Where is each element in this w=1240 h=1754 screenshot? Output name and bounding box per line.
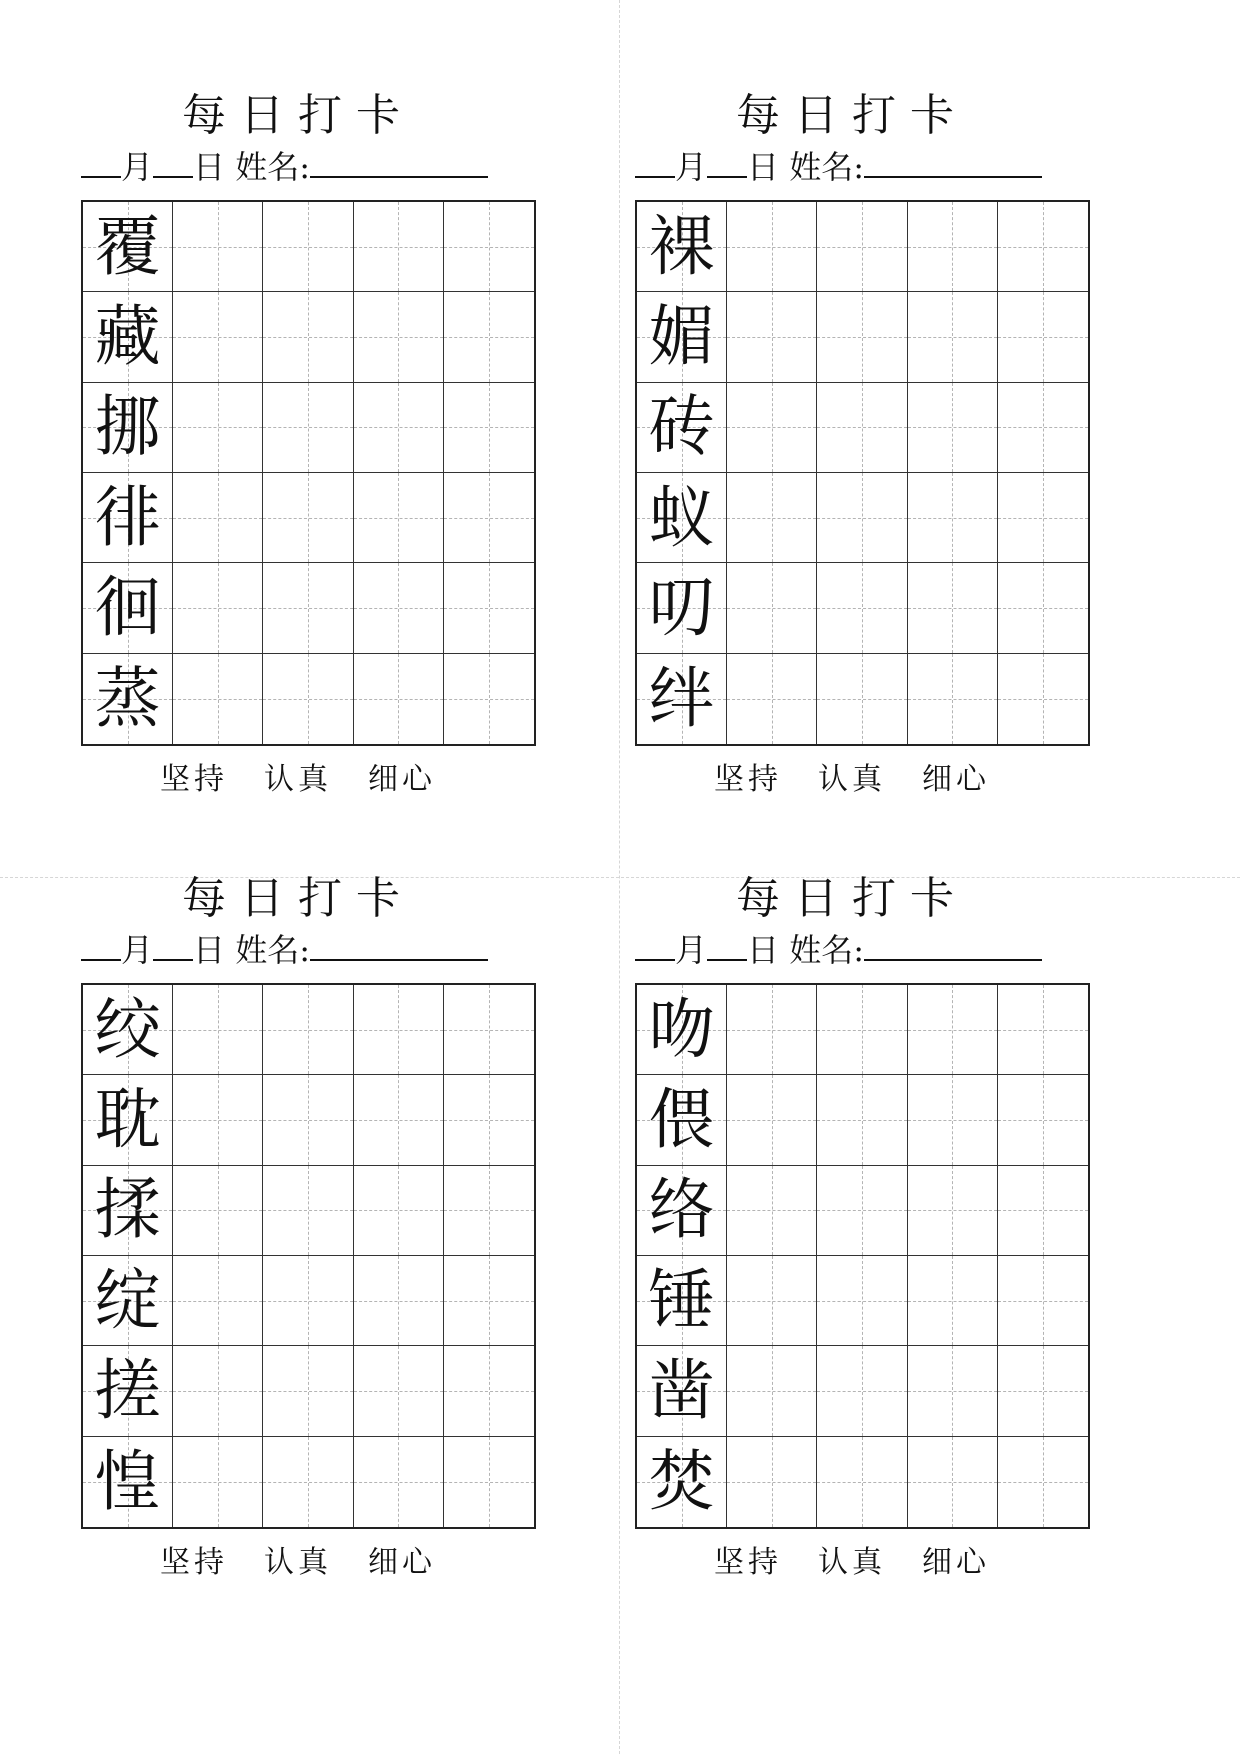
practice-cell[interactable] — [173, 654, 263, 744]
practice-cell[interactable] — [354, 985, 444, 1075]
motto-attentive: 细心 — [922, 1545, 990, 1580]
practice-cell[interactable] — [998, 1166, 1088, 1256]
model-character: 凿 — [648, 1351, 715, 1429]
date-name-line — [635, 927, 1085, 971]
date-name-line — [635, 144, 1085, 188]
model-character-cell — [637, 202, 727, 292]
practice-cell[interactable] — [998, 1075, 1088, 1165]
practice-cell[interactable] — [444, 1075, 534, 1165]
model-character-cell — [83, 1166, 173, 1256]
practice-cell[interactable] — [444, 202, 534, 292]
motto-footer — [63, 1543, 533, 1583]
day-label: 日 — [193, 931, 226, 969]
practice-cell[interactable] — [173, 1075, 263, 1165]
name-label: 姓名: — [235, 148, 310, 186]
practice-cell[interactable] — [354, 654, 444, 744]
day-blank[interactable] — [153, 144, 193, 178]
month-label: 月 — [675, 148, 708, 186]
practice-cell[interactable] — [998, 1256, 1088, 1346]
card-title: 每日打卡 — [736, 90, 968, 141]
practice-cell[interactable] — [444, 473, 534, 563]
practice-cell[interactable] — [727, 202, 817, 292]
model-character-cell — [83, 1437, 173, 1527]
practice-cell[interactable] — [817, 1437, 907, 1527]
practice-cell[interactable] — [173, 1437, 263, 1527]
practice-cell[interactable] — [263, 292, 353, 382]
day-label: 日 — [747, 931, 780, 969]
motto-attentive: 细心 — [368, 762, 436, 797]
name-blank[interactable] — [864, 144, 1042, 178]
practice-cell[interactable] — [173, 1166, 263, 1256]
motto-persist: 坚持 — [714, 1545, 782, 1580]
practice-cell[interactable] — [908, 473, 998, 563]
practice-cell[interactable] — [908, 202, 998, 292]
card-title: 每日打卡 — [736, 873, 968, 924]
model-character: 覆 — [94, 207, 161, 285]
month-label: 月 — [121, 931, 154, 969]
model-character: 绊 — [648, 659, 715, 737]
practice-cell[interactable] — [263, 1437, 353, 1527]
name-blank[interactable] — [864, 927, 1042, 961]
practice-cell[interactable] — [727, 1256, 817, 1346]
practice-cell[interactable] — [263, 473, 353, 563]
model-character-cell — [83, 473, 173, 563]
practice-cell[interactable] — [263, 654, 353, 744]
model-character: 媚 — [648, 297, 715, 375]
practice-card-3 — [63, 783, 533, 1583]
motto-attentive: 细心 — [368, 1545, 436, 1580]
model-character: 搓 — [94, 1351, 161, 1429]
practice-cell[interactable] — [354, 292, 444, 382]
practice-cell[interactable] — [998, 985, 1088, 1075]
practice-cell[interactable] — [263, 1346, 353, 1436]
practice-cell[interactable] — [727, 654, 817, 744]
motto-persist: 坚持 — [160, 1545, 228, 1580]
name-label: 姓名: — [235, 931, 310, 969]
date-name-line — [81, 144, 531, 188]
practice-cell[interactable] — [817, 1166, 907, 1256]
model-character-cell — [637, 1437, 727, 1527]
practice-cell[interactable] — [354, 1166, 444, 1256]
model-character: 绞 — [94, 990, 161, 1068]
practice-cell[interactable] — [263, 1075, 353, 1165]
motto-careful: 认真 — [818, 762, 886, 797]
practice-cell[interactable] — [908, 1437, 998, 1527]
practice-cell[interactable] — [817, 1256, 907, 1346]
day-blank[interactable] — [707, 927, 747, 961]
practice-cell[interactable] — [444, 383, 534, 473]
practice-cell[interactable] — [727, 1166, 817, 1256]
practice-cell[interactable] — [998, 563, 1088, 653]
practice-cell[interactable] — [817, 292, 907, 382]
model-character: 锤 — [648, 1261, 715, 1339]
practice-cell[interactable] — [998, 654, 1088, 744]
model-character-cell — [637, 1256, 727, 1346]
model-character-cell — [83, 985, 173, 1075]
model-character-cell — [83, 1256, 173, 1346]
name-blank[interactable] — [310, 927, 488, 961]
model-character: 惶 — [94, 1442, 161, 1520]
practice-card-1 — [63, 0, 533, 800]
model-character: 砖 — [648, 388, 715, 466]
practice-cell[interactable] — [354, 1075, 444, 1165]
practice-cell[interactable] — [727, 1437, 817, 1527]
practice-cell[interactable] — [173, 563, 263, 653]
motto-careful: 认真 — [818, 1545, 886, 1580]
model-character-cell — [83, 202, 173, 292]
practice-cell[interactable] — [263, 1166, 353, 1256]
practice-cell[interactable] — [727, 1075, 817, 1165]
practice-cell[interactable] — [998, 473, 1088, 563]
practice-cell[interactable] — [444, 1256, 534, 1346]
practice-cell[interactable] — [173, 473, 263, 563]
model-character-cell — [637, 1075, 727, 1165]
practice-cell[interactable] — [727, 292, 817, 382]
model-character-cell — [637, 1346, 727, 1436]
practice-cell[interactable] — [908, 1256, 998, 1346]
model-character: 挪 — [94, 388, 161, 466]
practice-cell[interactable] — [444, 563, 534, 653]
month-label: 月 — [121, 148, 154, 186]
practice-cell[interactable] — [354, 202, 444, 292]
practice-cell[interactable] — [173, 985, 263, 1075]
practice-cell[interactable] — [727, 985, 817, 1075]
day-blank[interactable] — [707, 144, 747, 178]
model-character: 绽 — [94, 1261, 161, 1339]
practice-cell[interactable] — [817, 473, 907, 563]
motto-careful: 认真 — [264, 1545, 332, 1580]
model-character: 徘 — [94, 478, 161, 556]
model-character-cell — [637, 292, 727, 382]
model-character: 焚 — [648, 1442, 715, 1520]
model-character-cell — [83, 1346, 173, 1436]
practice-cell[interactable] — [444, 292, 534, 382]
practice-cell[interactable] — [173, 202, 263, 292]
day-label: 日 — [747, 148, 780, 186]
practice-card-4 — [617, 783, 1087, 1583]
model-character: 络 — [648, 1171, 715, 1249]
practice-cell[interactable] — [354, 1437, 444, 1527]
model-character-cell — [637, 1166, 727, 1256]
practice-cell[interactable] — [263, 563, 353, 653]
practice-cell[interactable] — [173, 292, 263, 382]
practice-cell[interactable] — [263, 383, 353, 473]
practice-cell[interactable] — [354, 1256, 444, 1346]
model-character-cell — [637, 654, 727, 744]
practice-cell[interactable] — [998, 292, 1088, 382]
practice-cell[interactable] — [444, 1346, 534, 1436]
practice-cell[interactable] — [908, 383, 998, 473]
model-character-cell — [637, 383, 727, 473]
card-title: 每日打卡 — [182, 873, 414, 924]
month-blank[interactable] — [81, 144, 121, 178]
month-blank[interactable] — [635, 927, 675, 961]
model-character: 藏 — [94, 297, 161, 375]
model-character-cell — [83, 563, 173, 653]
practice-cell[interactable] — [998, 202, 1088, 292]
date-name-line — [81, 927, 531, 971]
practice-cell[interactable] — [908, 563, 998, 653]
practice-cell[interactable] — [173, 383, 263, 473]
model-character-cell — [637, 985, 727, 1075]
practice-cell[interactable] — [444, 654, 534, 744]
practice-cell[interactable] — [263, 1256, 353, 1346]
practice-cell[interactable] — [908, 654, 998, 744]
practice-card-2 — [617, 0, 1087, 800]
practice-cell[interactable] — [817, 563, 907, 653]
practice-cell[interactable] — [354, 473, 444, 563]
tianzige-grid — [81, 983, 536, 1529]
practice-cell[interactable] — [908, 985, 998, 1075]
name-blank[interactable] — [310, 144, 488, 178]
day-blank[interactable] — [153, 927, 193, 961]
model-character-cell — [637, 473, 727, 563]
month-blank[interactable] — [635, 144, 675, 178]
practice-cell[interactable] — [444, 985, 534, 1075]
motto-careful: 认真 — [264, 762, 332, 797]
card-title: 每日打卡 — [182, 90, 414, 141]
month-label: 月 — [675, 931, 708, 969]
model-character: 揉 — [94, 1171, 161, 1249]
practice-cell[interactable] — [727, 1346, 817, 1436]
tianzige-grid — [635, 983, 1090, 1529]
name-label: 姓名: — [789, 148, 864, 186]
model-character: 蚁 — [648, 478, 715, 556]
practice-cell[interactable] — [998, 1346, 1088, 1436]
practice-cell[interactable] — [817, 202, 907, 292]
practice-cell[interactable] — [354, 563, 444, 653]
practice-cell[interactable] — [908, 1166, 998, 1256]
model-character-cell — [637, 563, 727, 653]
practice-cell[interactable] — [263, 202, 353, 292]
name-label: 姓名: — [789, 931, 864, 969]
practice-cell[interactable] — [817, 383, 907, 473]
model-character: 蒸 — [94, 659, 161, 737]
practice-cell[interactable] — [998, 1437, 1088, 1527]
model-character: 偎 — [648, 1080, 715, 1158]
practice-cell[interactable] — [817, 1075, 907, 1165]
month-blank[interactable] — [81, 927, 121, 961]
day-label: 日 — [193, 148, 226, 186]
practice-cell[interactable] — [908, 292, 998, 382]
practice-cell[interactable] — [354, 1346, 444, 1436]
model-character-cell — [83, 1075, 173, 1165]
practice-cell[interactable] — [354, 383, 444, 473]
model-character: 吻 — [648, 990, 715, 1068]
practice-cell[interactable] — [727, 563, 817, 653]
practice-cell[interactable] — [173, 1256, 263, 1346]
model-character: 叨 — [648, 568, 715, 646]
model-character-cell — [83, 654, 173, 744]
practice-cell[interactable] — [263, 985, 353, 1075]
practice-cell[interactable] — [908, 1075, 998, 1165]
practice-cell[interactable] — [444, 1437, 534, 1527]
model-character-cell — [83, 292, 173, 382]
model-character: 徊 — [94, 568, 161, 646]
motto-footer — [617, 1543, 1087, 1583]
practice-cell[interactable] — [817, 654, 907, 744]
practice-cell[interactable] — [727, 473, 817, 563]
motto-persist: 坚持 — [714, 762, 782, 797]
practice-cell[interactable] — [173, 1346, 263, 1436]
tianzige-grid — [81, 200, 536, 746]
motto-attentive: 细心 — [922, 762, 990, 797]
practice-cell[interactable] — [444, 1166, 534, 1256]
model-character: 裸 — [648, 207, 715, 285]
practice-cell[interactable] — [998, 383, 1088, 473]
model-character: 耽 — [94, 1080, 161, 1158]
practice-cell[interactable] — [817, 1346, 907, 1436]
motto-persist: 坚持 — [160, 762, 228, 797]
model-character-cell — [83, 383, 173, 473]
practice-cell[interactable] — [908, 1346, 998, 1436]
practice-cell[interactable] — [817, 985, 907, 1075]
practice-cell[interactable] — [727, 383, 817, 473]
tianzige-grid — [635, 200, 1090, 746]
